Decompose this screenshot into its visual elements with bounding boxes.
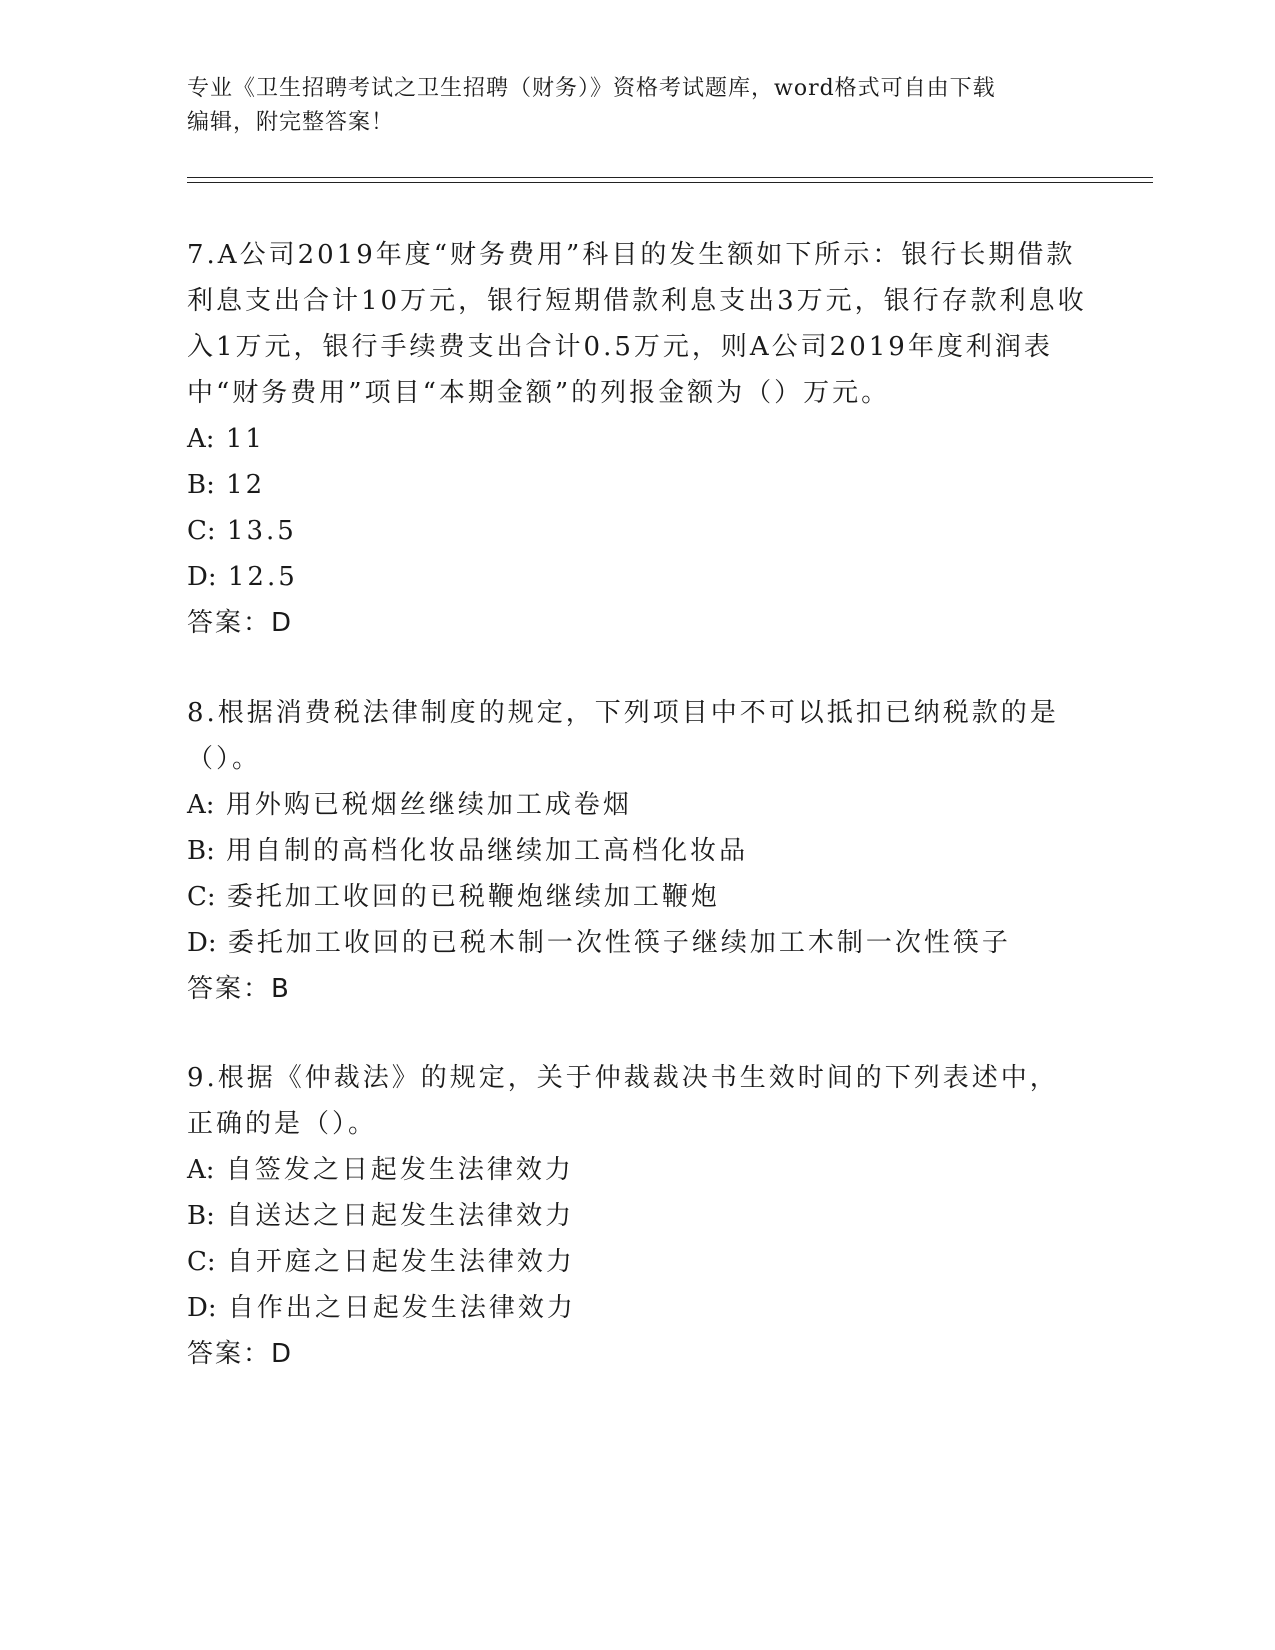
option-b [187, 462, 1087, 508]
option-letter: A: [187, 1155, 215, 1185]
option-letter: C: [187, 516, 216, 546]
option-text: 自送达之日起发生法律效力 [226, 1201, 575, 1231]
option-letter: C: [187, 1247, 216, 1277]
option-b [187, 1193, 1087, 1239]
document-header [187, 72, 1087, 140]
option-text: 11 [225, 424, 265, 454]
question-stem: 7.A公司2019年度“财务费用”科目的发生额如下所示：银行长期借款利息支出合计10万元，银行短期借款利息支出3万元，银行存款利息收入1万元，银行手续费支出合计0.5万元，则A公司2019年度利润表中“财务费用”项目“本期金额”的列报金额为（）万元。 [187, 240, 1087, 408]
option-text: 用外购已税烟丝继续加工成卷烟 [225, 790, 632, 820]
option-text: 自作出之日起发生法律效力 [227, 1293, 576, 1323]
option-letter: D: [187, 1293, 217, 1323]
option-text: 用自制的高档化妆品继续加工高档化妆品 [226, 836, 749, 866]
option-letter: A: [187, 424, 215, 454]
question-9 [187, 1055, 1087, 1377]
question-stem: 8.根据消费税法律制度的规定，下列项目中不可以抵扣已纳税款的是（）。 [187, 698, 1059, 774]
question-7 [187, 232, 1087, 646]
question-stem: 9.根据《仲裁法》的规定，关于仲裁裁决书生效时间的下列表述中，正确的是（）。 [187, 1063, 1059, 1139]
option-letter: D: [187, 562, 217, 592]
option-letter: B: [187, 1201, 215, 1231]
option-text: 自签发之日起发生法律效力 [225, 1155, 574, 1185]
option-text: 12.5 [227, 562, 298, 592]
option-letter: A: [187, 790, 215, 820]
option-a [187, 782, 1087, 828]
option-text: 委托加工收回的已税木制一次性筷子继续加工木制一次性筷子 [227, 928, 1011, 958]
option-c [187, 508, 1087, 554]
option-letter: B: [187, 470, 215, 500]
option-letter: B: [187, 836, 215, 866]
header-line-2: 编辑，附完整答案！ [187, 110, 395, 135]
option-text: 自开庭之日起发生法律效力 [226, 1247, 575, 1277]
option-text: 13.5 [226, 516, 297, 546]
option-letter: D: [187, 928, 217, 958]
option-text: 委托加工收回的已税鞭炮继续加工鞭炮 [226, 882, 720, 912]
header-line-1: 专业《卫生招聘考试之卫生招聘（财务）》资格考试题库，word格式可自由下载 [187, 76, 996, 101]
option-d [187, 1285, 1087, 1331]
option-d [187, 554, 1087, 600]
option-c [187, 1239, 1087, 1285]
option-b [187, 828, 1087, 874]
answer-line: 答案：D [187, 608, 294, 638]
question-8 [187, 690, 1087, 1012]
option-letter: C: [187, 882, 216, 912]
option-d [187, 920, 1087, 966]
option-a [187, 1147, 1087, 1193]
header-divider-top [187, 177, 1153, 178]
option-a [187, 416, 1087, 462]
option-c [187, 874, 1087, 920]
option-text: 12 [226, 470, 266, 500]
answer-line: 答案：D [187, 1339, 294, 1369]
header-divider-bottom [187, 182, 1153, 183]
answer-line: 答案：B [187, 974, 291, 1004]
